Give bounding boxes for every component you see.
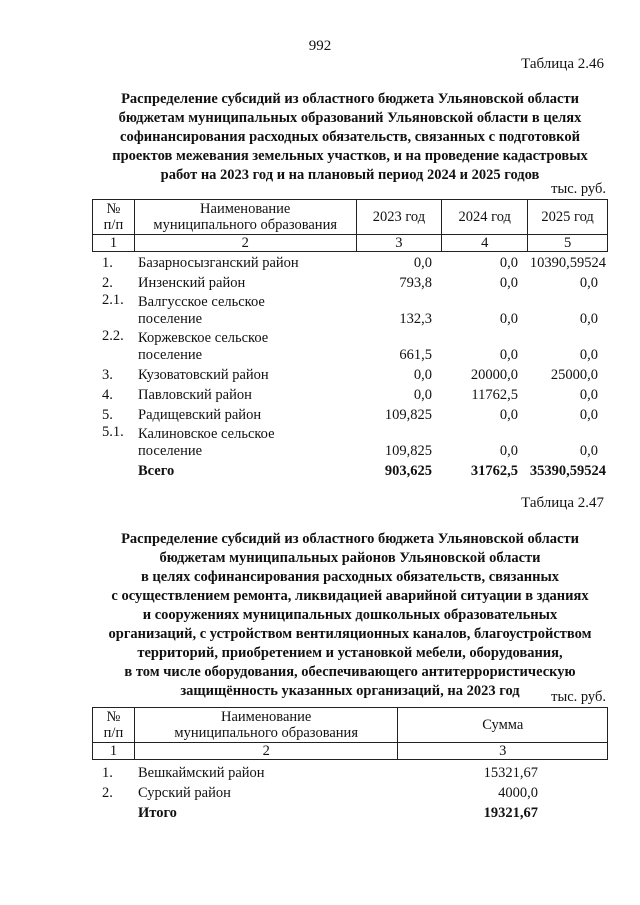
title-line: организаций, с устройством вентиляционных каналов, благоустройством xyxy=(108,626,592,642)
col-number: 3 xyxy=(356,235,442,252)
header-cell-sum: Сумма xyxy=(398,708,608,743)
table-title xyxy=(95,530,605,701)
title-line: софинансирования расходных обязательств, связанных с подготовкой xyxy=(120,129,580,145)
title-line: Распределение субсидий из областного бюджета Ульяновской области xyxy=(121,91,579,107)
table-body xyxy=(92,252,608,480)
table-row: 4. Павловский район 0,0 11762,5 0,0 xyxy=(102,387,598,403)
title-line: с осуществлением ремонта, ликвидацией аварийной ситуации в зданиях xyxy=(111,588,589,604)
title-line: проектов межевания земельных участков, и на проведение кадастровых xyxy=(112,148,588,164)
header-cell-name: Наименование муниципального образования xyxy=(134,200,356,235)
header-cell-2023: 2023 год xyxy=(356,200,442,235)
title-line: в том числе оборудования, обеспечивающего антитеррористическую xyxy=(124,664,576,680)
title-line: в целях софинансирования расходных обязательств, связанных xyxy=(140,569,560,585)
col-number: 2 xyxy=(134,743,398,760)
header-cell-name: Наименование муниципального образования xyxy=(134,708,398,743)
page-number: 992 xyxy=(308,38,332,54)
header-cell-2025: 2025 год xyxy=(528,200,608,235)
table-body xyxy=(92,762,608,822)
title-line: Распределение субсидий из областного бюджета Ульяновской области xyxy=(121,531,579,547)
total-row: Итого 19321,67 xyxy=(138,805,538,821)
table-header xyxy=(92,707,608,760)
table-row: 1. Вешкаймский район 15321,67 xyxy=(102,765,538,781)
title-line: работ на 2023 год и на плановый период 2024 и 2025 годов xyxy=(160,167,540,183)
table-row: 2. Сурский район 4000,0 xyxy=(102,785,538,801)
total-row: Всего 903,625 31762,5 35390,59524 xyxy=(138,463,606,479)
table-row: 5.1. Калиновское сельское поселение 109,825 0,0 0,0 xyxy=(102,424,598,459)
table-row: 1. Базарносызганский район 0,0 0,0 10390,59524 xyxy=(102,255,606,271)
table-header xyxy=(92,199,608,252)
title-line: территорий, приобретением и установкой мебели, оборудования, xyxy=(137,645,563,661)
header-cell-2024: 2024 год xyxy=(442,200,528,235)
unit-label: тыс. руб. xyxy=(551,181,606,197)
col-number: 1 xyxy=(93,743,135,760)
table-label: Таблица 2.46 xyxy=(521,56,604,72)
table-title xyxy=(95,90,605,185)
table-row: 3. Кузоватовский район 0,0 20000,0 25000,0 xyxy=(102,367,598,383)
col-number: 4 xyxy=(442,235,528,252)
col-number: 2 xyxy=(134,235,356,252)
title-line: бюджетам муниципальных образований Ульяновской области в целях xyxy=(118,110,582,126)
title-line: бюджетам муниципальных районов Ульяновской области xyxy=(159,550,541,566)
table-row: 2.1. Валгусское сельское поселение 132,3 0,0 0,0 xyxy=(102,292,598,327)
col-number: 3 xyxy=(398,743,608,760)
title-line: и сооружениях муниципальных дошкольных образовательных xyxy=(142,607,558,623)
table-row: 2. Инзенский район 793,8 0,0 0,0 xyxy=(102,275,598,291)
unit-label: тыс. руб. xyxy=(551,689,606,705)
table-row: 2.2. Коржевское сельское поселение 661,5 0,0 0,0 xyxy=(102,328,598,363)
col-number: 5 xyxy=(528,235,608,252)
title-line: защищённость указанных организаций, на 2023 год xyxy=(180,683,520,699)
header-cell-num: № п/п xyxy=(93,200,135,235)
col-number: 1 xyxy=(93,235,135,252)
header-cell-num: № п/п xyxy=(93,708,135,743)
table-label: Таблица 2.47 xyxy=(521,495,604,511)
table-row: 5. Радищевский район 109,825 0,0 0,0 xyxy=(102,407,598,423)
